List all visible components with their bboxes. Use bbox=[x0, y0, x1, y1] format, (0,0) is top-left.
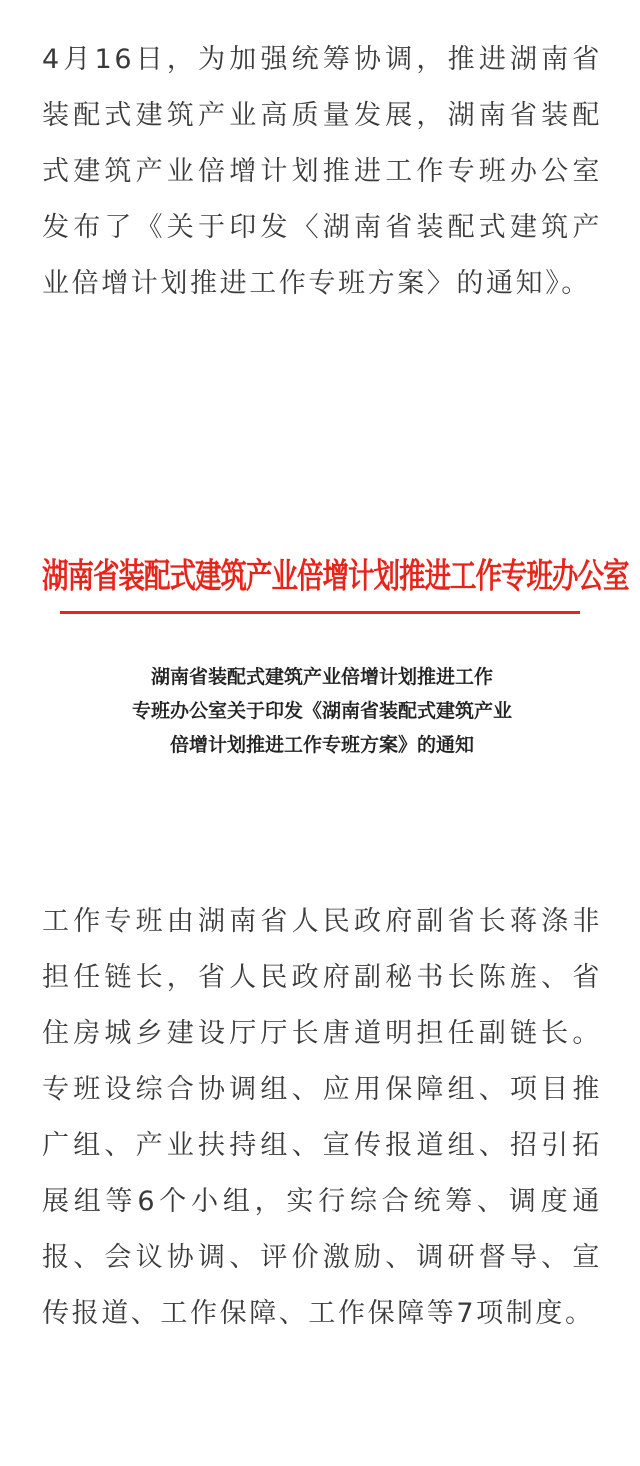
document-title-line-1: 湖南省装配式建筑产业倍增计划推进工作 bbox=[150, 666, 493, 688]
article-paragraph-intro: 4月16日，为加强统筹协调，推进湖南省装配式建筑产业高质量发展，湖南省装配式建筑产业倍增计划推进工作专班办公室发布了《关于印发〈湖南省装配式建筑产业倍增计划推进工作专班方案〉的通知》。 bbox=[42, 44, 602, 299]
document-title-line-2: 专班办公室关于印发《湖南省装配式建筑产业 bbox=[131, 700, 512, 722]
letterhead-title: 湖南省装配式建筑产业倍增计划推进工作专班办公室 bbox=[42, 556, 629, 597]
document-header-image bbox=[42, 532, 629, 792]
article-paragraph-team: 工作专班由湖南省人民政府副省长蒋涤非担任链长，省人民政府副秘书长陈旌、省住房城乡建设厅厅长唐道明担任副链长。专班设综合协调组、应用保障组、项目推广组、产业扶持组、宣传报道组、招引拓展组等6个小组，实行综合统筹、调度通报、会议协调、评价激励、调研督导、宣传报道、工作保障、工作保障等7项制度。 bbox=[42, 906, 602, 1329]
document-title-line-3: 倍增计划推进工作专班方案》的通知 bbox=[169, 734, 474, 756]
letterhead-red-rule bbox=[60, 611, 580, 614]
document-title bbox=[42, 660, 602, 762]
